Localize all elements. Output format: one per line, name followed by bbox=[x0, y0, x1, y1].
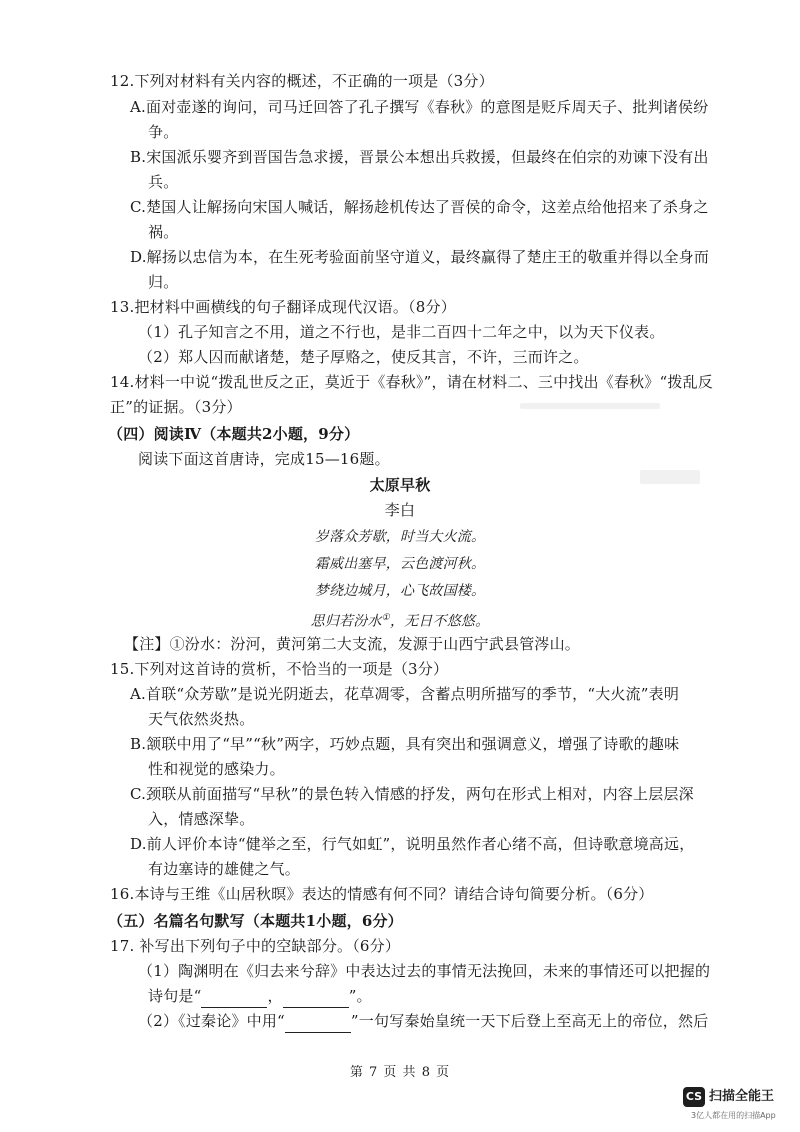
q13-sentence-1: （1）孔子知言之不用，道之不行也，是非二百四十二年之中，以为天下仪表。 bbox=[138, 323, 665, 341]
cs-logo-icon: CS bbox=[683, 1087, 705, 1107]
q12-option-b-cont: 兵。 bbox=[148, 173, 179, 191]
q12-option-a-cont: 争。 bbox=[148, 123, 179, 141]
q17-item-1-lead: 诗句是“ bbox=[148, 987, 202, 1005]
q15-option-d-cont: 有边塞诗的雄健之气。 bbox=[148, 860, 301, 878]
q16-stem: 16.本诗与王维《山居秋暝》表达的情感有何不同？请结合诗句简要分析。（6分） bbox=[110, 885, 654, 903]
scanner-app-tagline: 3亿人都在用的扫描App bbox=[691, 1111, 776, 1120]
q12-option-c: C.楚国人让解扬向宋国人喊话，解扬趁机传达了晋侯的命令，这差点给他招来了杀身之 bbox=[130, 198, 709, 216]
poem-line-4 bbox=[0, 607, 800, 633]
q17-item-2-rest: ”一句写秦始皇统一天下后登上至高无上的帝位，然后 bbox=[350, 1012, 709, 1030]
q13-sentence-2: （2）郑人囚而献诸楚，楚子厚赂之，使反其言，不许，三而许之。 bbox=[138, 348, 589, 366]
poem-line-3: 梦绕边城月，心飞故国楼。 bbox=[314, 583, 486, 599]
q14-stem-cont: 正”的证据。（3分） bbox=[110, 398, 242, 416]
section-4-intro: 阅读下面这首唐诗，完成15—16题。 bbox=[138, 450, 390, 468]
q17-item-1-close: ”。 bbox=[348, 987, 372, 1005]
poem-line-4-start: 思归若汾水 bbox=[310, 613, 382, 630]
answer-blank-2[interactable] bbox=[283, 985, 349, 1008]
page-number: 第 7 页 共 8 页 bbox=[349, 1065, 451, 1080]
q12-option-c-cont: 祸。 bbox=[148, 223, 179, 241]
answer-blank-3[interactable] bbox=[285, 1010, 351, 1033]
q15-option-b-cont: 性和视觉的感染力。 bbox=[148, 760, 285, 778]
poem-line-4-end: ，无日不悠悠。 bbox=[389, 613, 490, 630]
q17-item-2-lead: （2）《过秦论》中用“ bbox=[138, 1012, 285, 1030]
q17-item-1-cont bbox=[148, 985, 372, 1008]
q12-stem: 12.下列对材料有关内容的概述，不正确的一项是（3分） bbox=[110, 72, 494, 90]
scanner-watermark bbox=[683, 1085, 795, 1125]
q17-stem: 17. 补写出下列句子中的空缺部分。（6分） bbox=[110, 937, 401, 955]
q15-option-a-cont: 天气依然炎热。 bbox=[148, 710, 255, 728]
q15-option-c: C.颈联从前面描写“早秋”的景色转入情感的抒发，两句在形式上相对，内容上层层深 bbox=[130, 785, 694, 803]
q17-item-1: （1）陶渊明在《归去来兮辞》中表达过去的事情无法挽回，未来的事情还可以把握的 bbox=[138, 962, 711, 980]
poem-footnote-mark: ① bbox=[381, 613, 390, 623]
answer-blank-1[interactable] bbox=[201, 985, 267, 1008]
poem-author: 李白 bbox=[384, 501, 416, 519]
q15-option-c-cont: 入，情感深挚。 bbox=[148, 810, 255, 828]
q12-option-b: B.宋国派乐婴齐到晋国告急求援，晋景公本想出兵救援，但最终在伯宗的劝谏下没有出 bbox=[130, 148, 709, 166]
q13-stem: 13.把材料中画横线的句子翻译成现代汉语。（8分） bbox=[110, 298, 456, 316]
poem-note: 【注】①汾水：汾河，黄河第二大支流，发源于山西宁武县管涔山。 bbox=[124, 635, 581, 653]
poem-line-1: 岁落众芳歇，时当大火流。 bbox=[314, 529, 486, 545]
scanner-app-name: 扫描全能王 bbox=[709, 1089, 775, 1104]
q14-stem: 14.材料一中说“拨乱世反之正，莫近于《春秋》”，请在材料二、三中找出《春秋》“拨乱反 bbox=[110, 373, 713, 391]
poem-line-2: 霜威出塞早，云色渡河秋。 bbox=[314, 556, 486, 572]
q15-stem: 15.下列对这首诗的赏析，不恰当的一项是（3分） bbox=[110, 660, 449, 678]
q15-option-d: D.前人评价本诗“健举之至，行气如虹”，说明虽然作者心绪不高，但诗歌意境高远， bbox=[130, 835, 695, 853]
q12-option-a: A.面对壶遂的询问，司马迁回答了孔子撰写《春秋》的意图是贬斥周天子、批判诸侯纷 bbox=[130, 98, 709, 116]
poem-title: 太原早秋 bbox=[369, 476, 431, 494]
section-5-heading: （五）名篇名句默写（本题共1小题，6分） bbox=[108, 912, 403, 930]
section-4-heading: （四）阅读Ⅳ（本题共2小题，9分） bbox=[108, 425, 360, 443]
q17-item-1-comma: ， bbox=[267, 987, 283, 1005]
q15-option-b: B.颔联中用了“早”“秋”两字，巧妙点题，具有突出和强调意义，增强了诗歌的趣味 bbox=[130, 735, 680, 753]
bleed-through-mark bbox=[640, 470, 700, 484]
bleed-through-mark bbox=[520, 403, 660, 409]
q12-option-d-cont: 归。 bbox=[148, 273, 179, 291]
q17-item-2 bbox=[138, 1010, 708, 1033]
q12-option-d: D.解扬以忠信为本，在生死考验面前坚守道义，最终赢得了楚庄王的敬重并得以全身而 bbox=[130, 248, 710, 266]
q15-option-a: A.首联“众芳歇”是说光阴逝去，花草凋零，含蓄点明所描写的季节，“大火流”表明 bbox=[130, 685, 680, 703]
